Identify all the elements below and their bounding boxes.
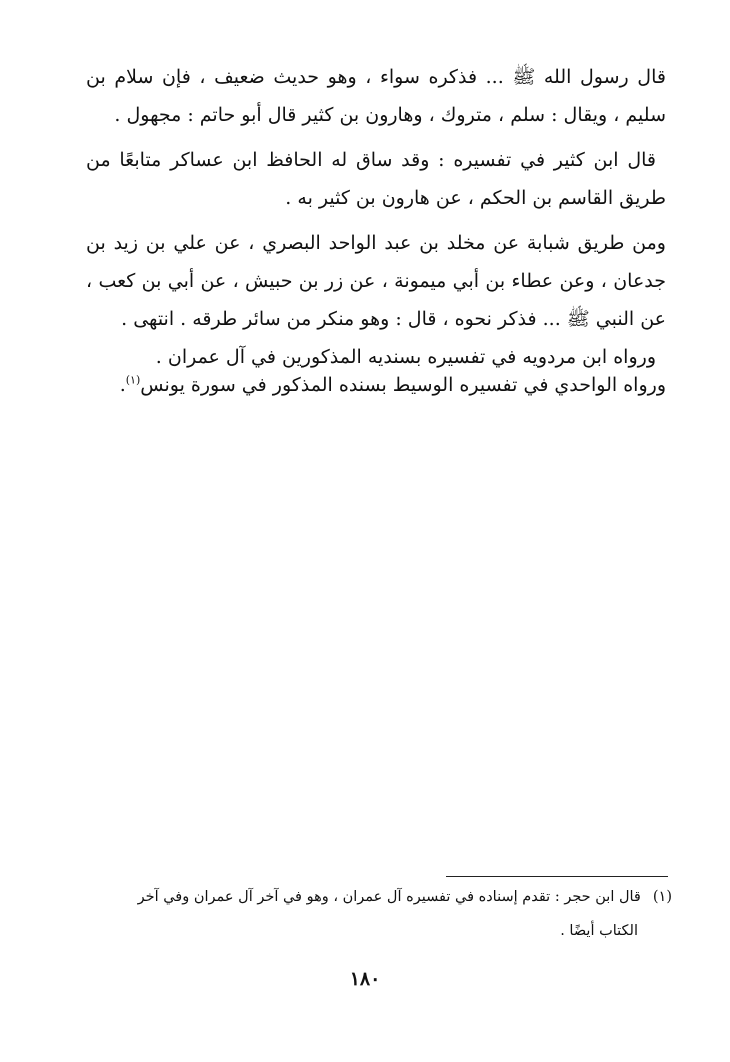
- footnote-line-1: قال ابن حجر : تقدم إسناده في تفسيره آل عمران ، وهو في آخر آل عمران وفي آخر: [137, 889, 641, 905]
- paragraph-1: [86, 58, 666, 134]
- main-text-body: [86, 58, 666, 404]
- paragraph-2: [86, 141, 666, 217]
- footnote-line-2: الكتاب أيضًا .: [560, 923, 638, 939]
- footnote-reference[interactable]: (١): [125, 373, 141, 387]
- paragraph-3: [86, 224, 666, 338]
- paragraph-5-text: ورواه الواحدي في تفسيره الوسيط بسنده المذكور في سورة يونس: [140, 374, 666, 396]
- paragraph-5: [86, 366, 666, 404]
- paragraph-4-text: ورواه ابن مردويه في تفسيره بسنديه المذكورين في آل عمران .: [155, 346, 656, 368]
- footnote-divider: [446, 876, 668, 877]
- paragraph-3-text: ومن طريق شبابة عن مخلد بن عبد الواحد البصري ، عن علي بن زيد بن جدعان ، وعن عطاء بن أبي ميمونة ، عن زر بن حبيش ، عن أبي بن كعب ، عن النبي ﷺ ... فذكر نحوه ، قال : وهو منكر من سائر طرقه . انتهى .: [86, 232, 666, 330]
- paragraph-5-period: .: [119, 374, 126, 396]
- footnote: [86, 880, 672, 948]
- paragraph-2-text: قال ابن كثير في تفسيره : وقد ساق له الحافظ ابن عساكر متابعًا من طريق القاسم بن الحكم ، عن هارون بن كثير به .: [86, 149, 666, 209]
- page-number: ١٨٠: [349, 968, 381, 990]
- paragraph-1-text: قال رسول الله ﷺ ... فذكره سواء ، وهو حديث ضعيف ، فإن سلام بن سليم ، ويقال : سلم ، متروك ، وهارون بن كثير قال أبو حاتم : مجهول .: [86, 66, 666, 126]
- footnote-marker: (١): [652, 889, 672, 905]
